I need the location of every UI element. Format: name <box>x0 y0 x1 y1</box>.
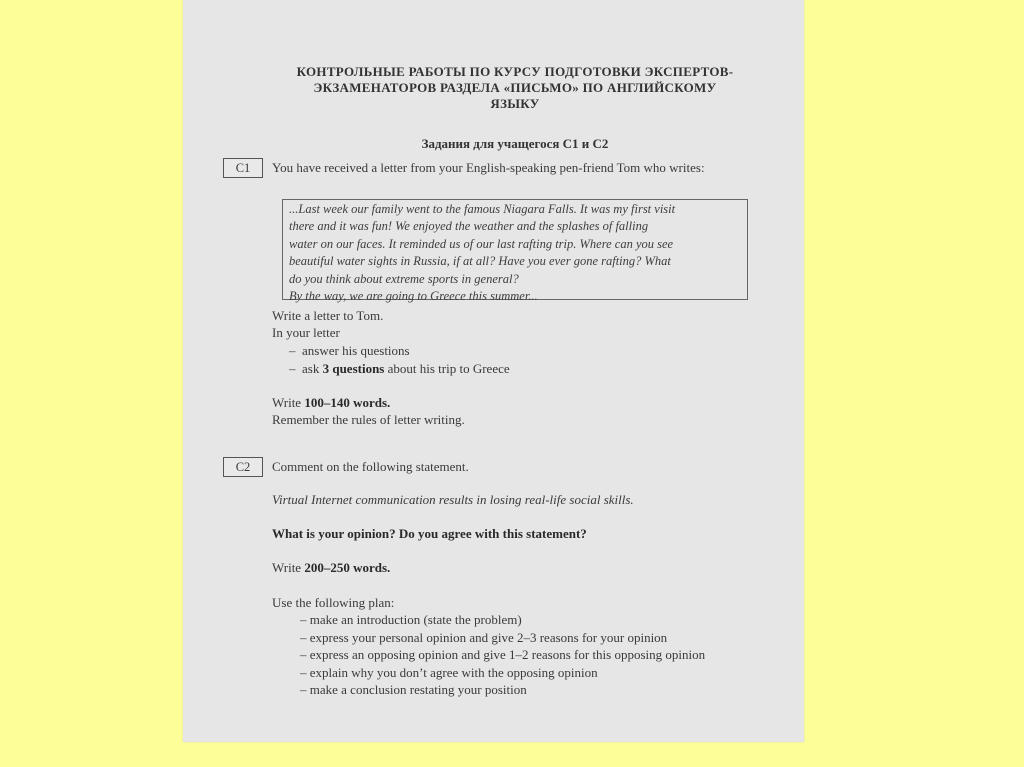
letter-line: beautiful water sights in Russia, if at all? Have you ever gone rafting? What <box>289 254 671 269</box>
remember-rules: Remember the rules of letter writing. <box>272 412 465 427</box>
document-title <box>255 64 775 112</box>
document-subtitle: Задания для учащегося С1 и С2 <box>421 136 609 151</box>
word-count-bold: 100–140 words. <box>304 395 391 410</box>
plan-item: – make a conclusion restating your position <box>300 682 527 697</box>
c1-word-count <box>272 395 390 411</box>
dash-marker: – <box>289 361 299 376</box>
write-prefix: Write <box>272 560 305 575</box>
title-line-3: ЯЗЫКУ <box>490 96 540 111</box>
title-line-2: ЭКЗАМЕНАТОРОВ РАЗДЕЛА «ПИСЬМО» ПО АНГЛИЙСКОМУ <box>313 80 717 95</box>
quoted-letter-box <box>282 199 748 304</box>
c1-bullet-item <box>289 361 510 377</box>
task-c1-badge: C1 <box>223 158 263 178</box>
letter-line: ...Last week our family went to the famous Niagara Falls. It was my first visit <box>289 202 676 216</box>
c1-bullet-bold: 3 questions <box>322 361 385 376</box>
letter-line: do you think about extreme sports in general? <box>289 271 519 286</box>
task-c2-badge: C2 <box>223 457 263 477</box>
write-prefix: Write <box>272 395 305 410</box>
c2-question: What is your opinion? Do you agree with this statement? <box>272 526 587 541</box>
plan-list <box>300 611 705 699</box>
document-page <box>183 0 804 742</box>
task-c2-intro: Comment on the following statement. <box>272 459 469 474</box>
c2-statement: Virtual Internet communication results in losing real-life social skills. <box>272 492 634 507</box>
plan-item: – explain why you don’t agree with the opposing opinion <box>300 664 598 680</box>
letter-line: By the way, we are going to Greece this summer... <box>289 289 538 304</box>
c2-word-count <box>272 560 390 576</box>
plan-item: – express your personal opinion and give 2–3 reasons for your opinion <box>300 629 668 645</box>
c1-bullet-item <box>289 343 410 359</box>
task-c1-intro: You have received a letter from your English-speaking pen-friend Tom who writes: <box>272 160 705 175</box>
in-your-letter-label: In your letter <box>272 325 340 340</box>
plan-item: – make an introduction (state the problem) <box>300 612 522 627</box>
letter-line: there and it was fun! We enjoyed the weather and the splashes of falling <box>289 219 649 234</box>
c1-bullet-text: answer his questions <box>302 343 410 358</box>
letter-line: water on our faces. It reminded us of our last rafting trip. Where can you see <box>289 236 674 251</box>
c1-bullet-text: ask <box>302 361 323 376</box>
plan-intro: Use the following plan: <box>272 595 395 610</box>
word-count-bold: 200–250 words. <box>304 560 391 575</box>
plan-item: – express an opposing opinion and give 1–2 reasons for this opposing opinion <box>300 647 706 662</box>
write-letter-instruction: Write a letter to Tom. <box>272 308 384 323</box>
dash-marker: – <box>289 343 299 358</box>
c1-bullet-text: about his trip to Greece <box>384 361 510 376</box>
title-line-1: КОНТРОЛЬНЫЕ РАБОТЫ ПО КУРСУ ПОДГОТОВКИ ЭКСПЕРТОВ- <box>296 64 734 79</box>
